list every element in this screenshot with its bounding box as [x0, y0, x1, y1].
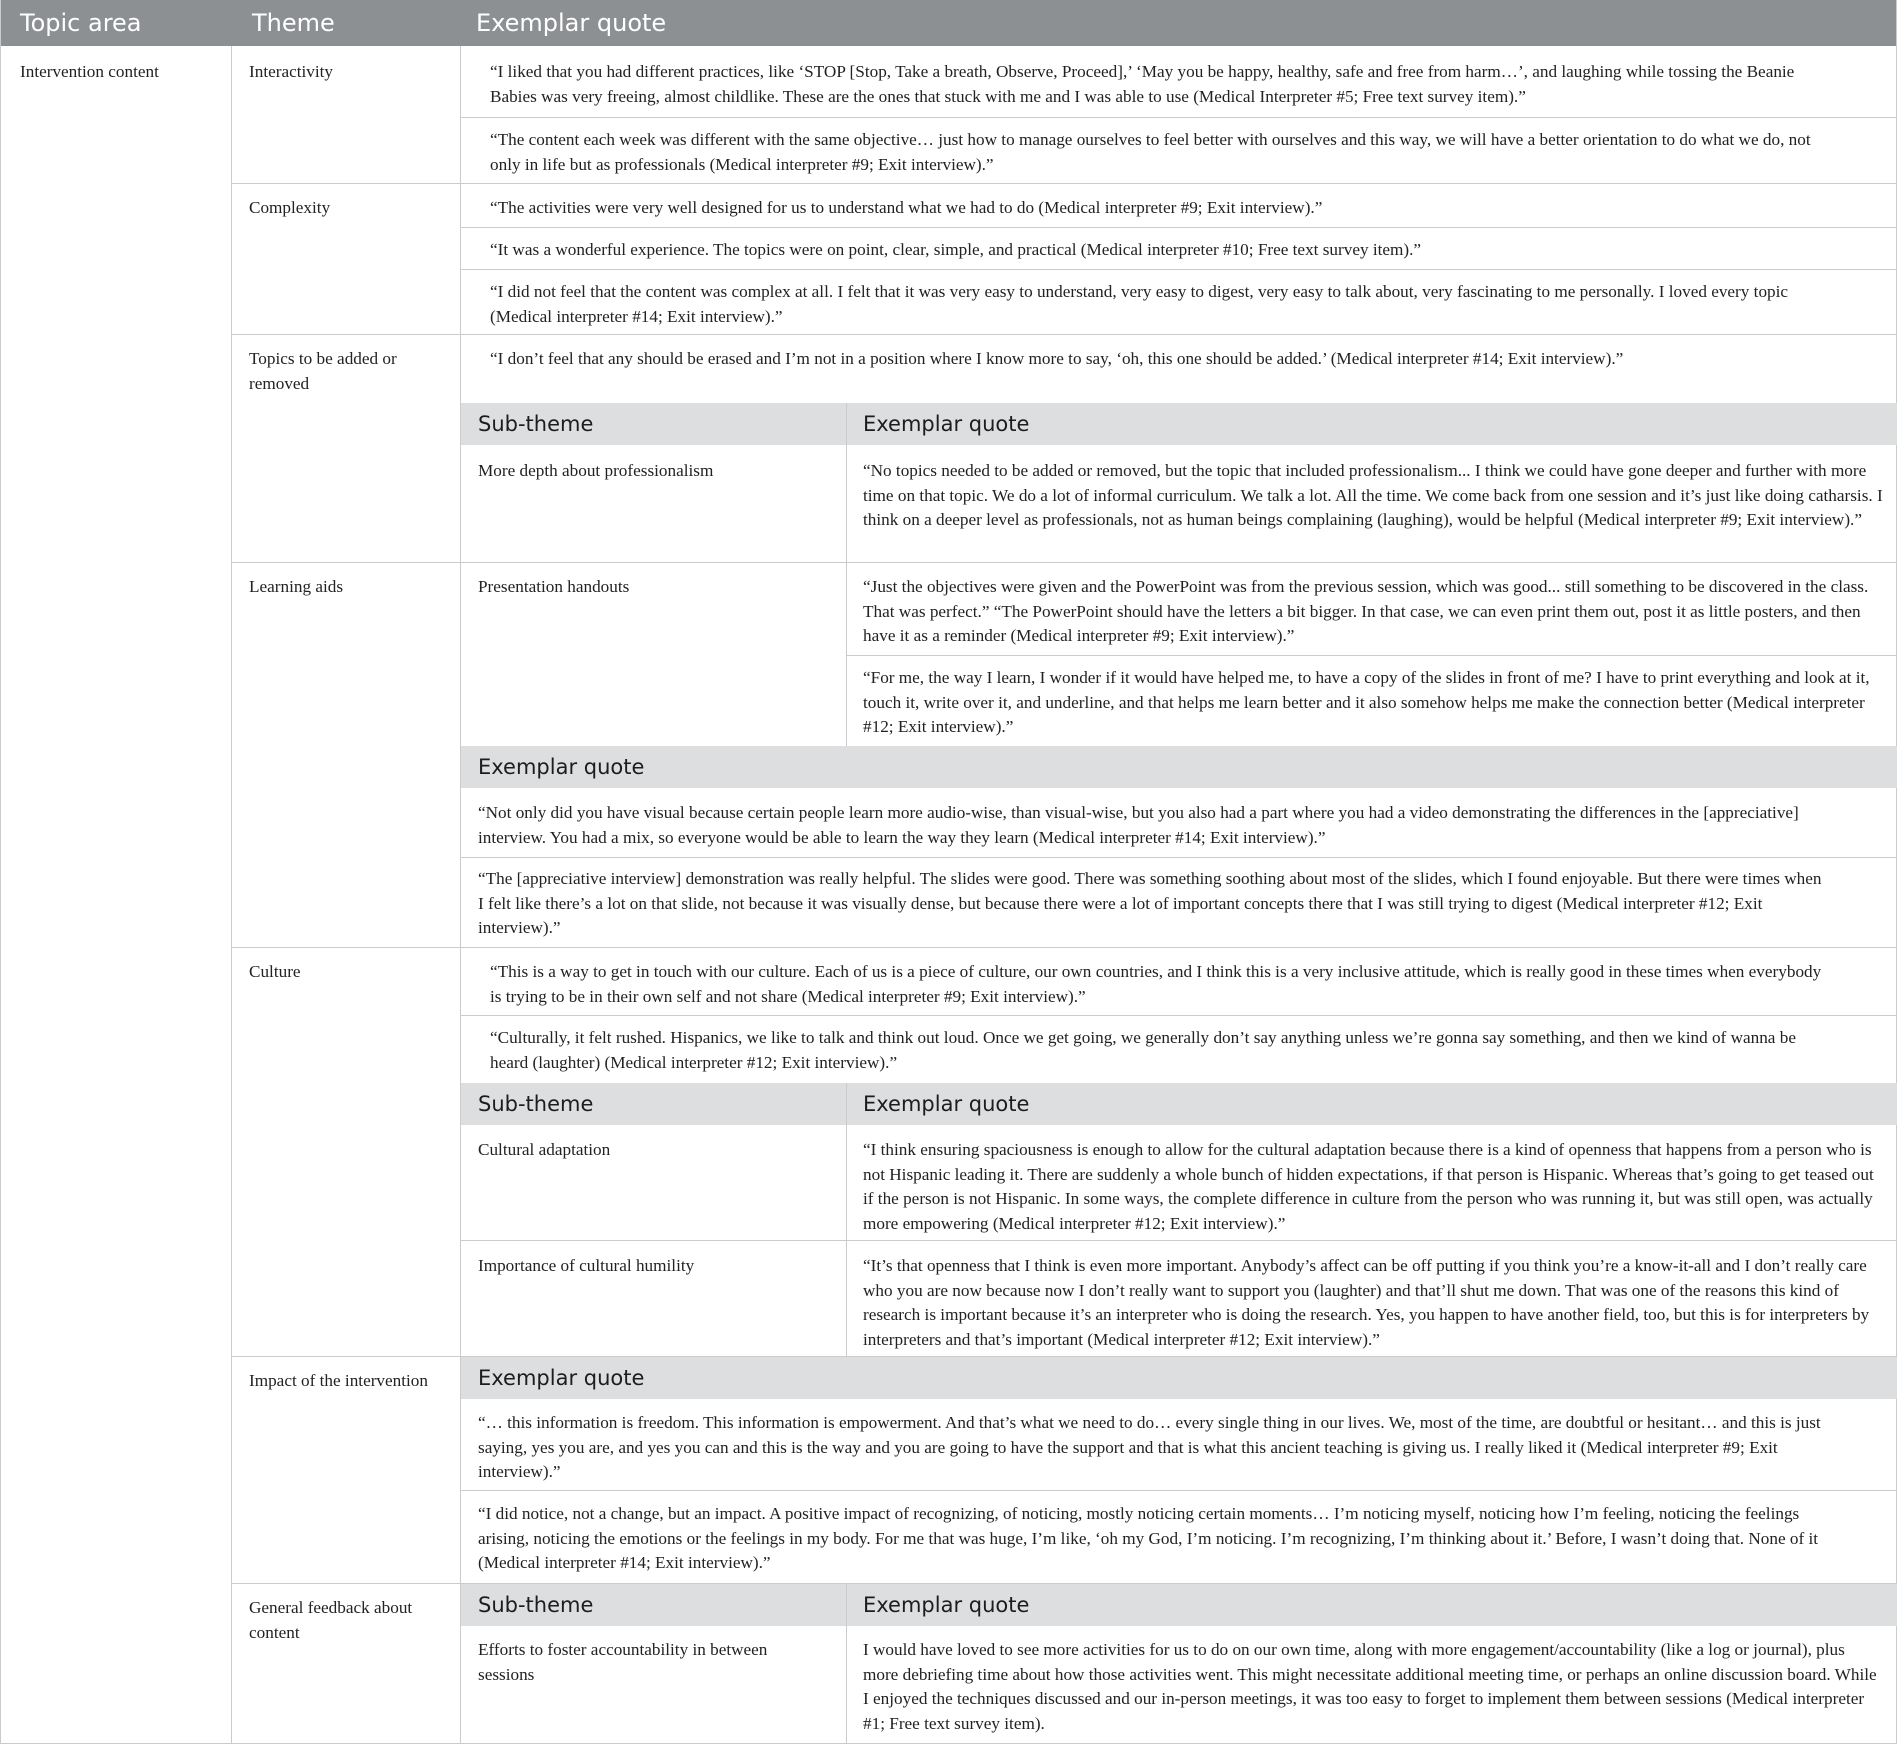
- row-divider: [232, 947, 1897, 948]
- quote-divider: [461, 269, 1897, 270]
- theme-culture: Culture: [249, 962, 301, 981]
- column-divider-topic: [231, 46, 232, 1744]
- sub-quote-cell: “Just the objectives were given and the PowerPoint was from the previous session, which was good... still something to be discovered in the class. That was perfect.” “The PowerPoint should have the letters a bit bigger. In that case, we can even print them out, post it as little posters, and then have it as a reminder (Medical interpreter #9; Exit interview).”: [863, 577, 1869, 646]
- quote-cell: “I don’t feel that any should be erased and I’m not in a position where I know more to say, ‘oh, this one should be added.’ (Medical interpreter #14; Exit interview).”: [490, 349, 1624, 368]
- sub-quote-header: Exemplar quote: [846, 403, 1897, 445]
- sub-theme-header: Sub-theme: [461, 1083, 846, 1125]
- sub-theme-cell: Presentation handouts: [478, 577, 630, 596]
- sub-quote-cell: “I think ensuring spaciousness is enough to allow for the cultural adaptation because there is a kind of openness that happens from a person who is not Hispanic leading it. There are suddenly a whole bunch of hidden expectations, if that person is Hispanic. Whereas that’s going to get teased out if the person is not Hispanic. In some ways, the complete difference in culture from the person who was running it, but was still open, was actually more empowering (Medical interpreter #12; Exit interview).”: [863, 1140, 1874, 1233]
- header-theme: Theme: [232, 0, 461, 46]
- sub-theme-header: Sub-theme: [461, 1584, 846, 1626]
- quote-divider: [461, 1015, 1897, 1016]
- theme-topics-added-removed: Topics to be added or removed: [249, 349, 397, 393]
- quote-divider: [461, 227, 1897, 228]
- table-border-left: [0, 0, 1, 1744]
- sub-column-divider: [846, 1083, 847, 1356]
- theme-complexity: Complexity: [249, 198, 331, 217]
- quote-divider: [846, 655, 1897, 656]
- sub-quote-cell: I would have loved to see more activities for us to do on our own time, along with more engagement/accountability (like a log or journal), plus more debriefing time about how those activities went. This might necessitate additional meeting time, or perhaps an online discussion board. While I enjoyed the techniques discussed and our in-person meetings, it was too easy to forget to implement them between sessions (Medical interpreter #1; Free text survey item).: [863, 1640, 1877, 1733]
- sub-theme-header: Sub-theme: [461, 403, 846, 445]
- quote-divider: [461, 117, 1897, 118]
- theme-impact: Impact of the intervention: [249, 1371, 428, 1390]
- header-topic-area: Topic area: [0, 0, 232, 46]
- quote-cell: “The [appreciative interview] demonstration was really helpful. The slides were good. There was something soothing about most of the slides, which I found enjoyable. But there were times when I felt like there’s a lot on that slide, not because it was visually dense, but because there were a lot of important concepts there that I was still trying to digest (Medical interpreter #12; Exit interview).”: [478, 869, 1822, 938]
- quote-cell: “I did notice, not a change, but an impact. A positive impact of recognizing, of noticing, mostly noticing certain moments… I’m noticing myself, noticing how I’m feeling, noticing the feelings arising, noticing the emotions or the feelings in my body. For me that was huge, I’m like, ‘oh my God, I’m noticing. I’m recognizing, I’m thinking about it.’ Before, I wasn’t doing that. None of it (Medical interpreter #14; Exit interview).”: [478, 1504, 1819, 1573]
- header-exemplar-quote: Exemplar quote: [461, 0, 1897, 46]
- theme-general-feedback: General feedback about content: [249, 1598, 413, 1642]
- quote-cell: “I liked that you had different practices, like ‘STOP [Stop, Take a breath, Observe, Proceed],’ ‘May you be happy, healthy, safe and free from harm…’, and laughing while tossing the Beanie Babies was very freeing, almost childlike. These are the ones that stuck with me and I was able to use (Medical Interpreter #5; Free text survey item).”: [490, 62, 1795, 106]
- sub-theme-cell: Importance of cultural humility: [478, 1256, 695, 1275]
- quote-cell: “The content each week was different with the same objective… just how to manage ourselves to feel better with ourselves and this way, we will have a better orientation to do what we do, not only in life but as professionals (Medical interpreter #9; Exit interview).”: [490, 130, 1811, 174]
- theme-learning-aids: Learning aids: [249, 577, 344, 596]
- quote-divider: [461, 1240, 1897, 1241]
- sub-theme-cell: Efforts to foster accountability in between sessions: [478, 1640, 768, 1684]
- quote-cell: “The activities were very well designed for us to understand what we had to do (Medical interpreter #9; Exit interview).”: [490, 198, 1323, 217]
- topic-area-cell: Intervention content: [20, 62, 159, 81]
- quote-divider: [461, 857, 1897, 858]
- sub-column-divider: [846, 562, 847, 746]
- row-divider: [232, 334, 1897, 335]
- quote-cell: “It was a wonderful experience. The topics were on point, clear, simple, and practical (Medical interpreter #10; Free text survey item).”: [490, 240, 1422, 259]
- sub-quote-cell: “It’s that openness that I think is even more important. Anybody’s affect can be off putting if you think you’re a know-it-all and I don’t really care who you are now because now I don’t really want to support you (laughter) and that’ll shut me down. That was one of the reasons this kind of research is important because it’s an interpreter who is doing the research. Yes, you happen to have another field, too, but this is for interpreters by interpreters and that’s important (Medical interpreter #12; Exit interview).”: [863, 1256, 1870, 1349]
- quote-cell: “Culturally, it felt rushed. Hispanics, we like to talk and think out loud. Once we get going, we generally don’t say anything unless we’re gonna say something, and then we kind of wanna be heard (laughter) (Medical interpreter #12; Exit interview).”: [490, 1028, 1796, 1072]
- exemplar-quote-header: Exemplar quote: [461, 746, 1897, 788]
- sub-column-divider: [846, 403, 847, 562]
- quote-cell: “Not only did you have visual because certain people learn more audio-wise, than visual-wise, but you also had a part where you had a video demonstrating the differences in the [appreciative] interview. You had a mix, so everyone would be able to learn the way they learn (Medical interpreter #14; Exit interview).”: [478, 803, 1799, 847]
- sub-quote-cell: “For me, the way I learn, I wonder if it would have helped me, to have a copy of the slides in front of me? I have to print everything and look at it, touch it, write over it, and underline, and that helps me learn better and it also somehow helps me make the connection better (Medical interpreter #12; Exit interview).”: [863, 668, 1870, 737]
- theme-interactivity: Interactivity: [249, 62, 333, 81]
- quote-cell: “I did not feel that the content was complex at all. I felt that it was very easy to understand, very easy to digest, very easy to talk about, very fascinating to me personally. I loved every topic (Medical interpreter #14; Exit interview).”: [490, 282, 1789, 326]
- row-divider: [232, 562, 1897, 563]
- sub-quote-header: Exemplar quote: [846, 1584, 1897, 1626]
- sub-column-divider: [846, 1584, 847, 1744]
- exemplar-quote-header: Exemplar quote: [461, 1357, 1897, 1399]
- sub-quote-header: Exemplar quote: [846, 1083, 1897, 1125]
- quote-cell: “This is a way to get in touch with our culture. Each of us is a piece of culture, our own countries, and I think this is a very inclusive attitude, which is really good in these times when everybody is trying to be in their own self and not share (Medical interpreter #9; Exit interview).”: [490, 962, 1822, 1006]
- row-divider: [232, 183, 1897, 184]
- sub-theme-cell: More depth about professionalism: [478, 461, 714, 480]
- quote-cell: “… this information is freedom. This information is empowerment. And that’s what we need to do… every single thing in our lives. We, most of the time, are doubtful or hesitant… and this is just saying, yes you are, and yes you can and this is the way and you are going to have the support and that is what this ancient teaching is giving us. I really liked it (Medical interpreter #9; Exit interview).”: [478, 1413, 1821, 1482]
- sub-quote-cell: “No topics needed to be added or removed, but the topic that included professionalism... I think we could have gone deeper and further with more time on that topic. We do a lot of informal curriculum. We talk a lot. All the time. We come back from one session and it’s just like doing catharsis. I think on a deeper level as professionals, not as human beings complaining (laughing), would be helpful (Medical interpreter #9; Exit interview).”: [863, 461, 1883, 530]
- sub-theme-cell: Cultural adaptation: [478, 1140, 611, 1159]
- quote-divider: [461, 1490, 1897, 1491]
